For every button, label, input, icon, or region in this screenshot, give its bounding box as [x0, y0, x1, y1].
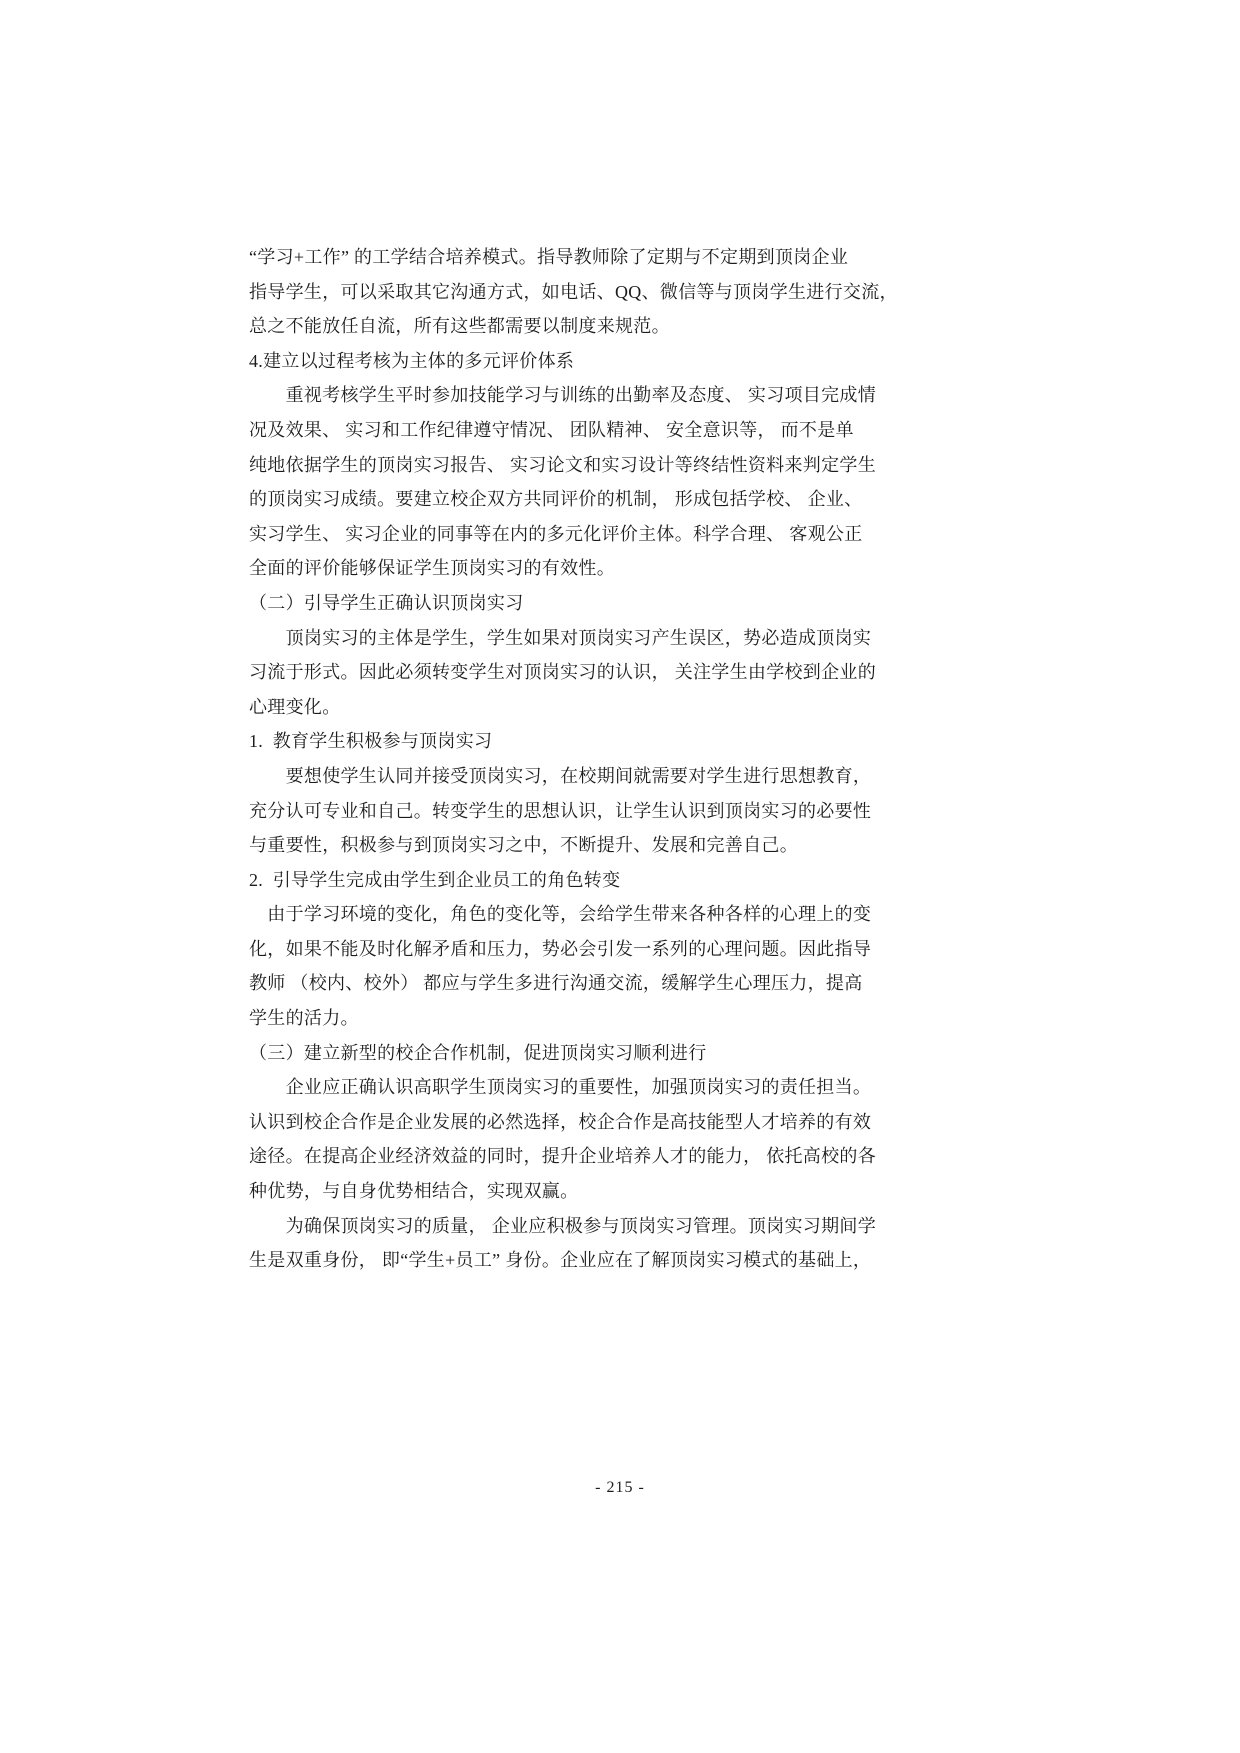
text-line: 要想使学生认同并接受顶岗实习，在校期间就需要对学生进行思想教育， — [249, 765, 872, 786]
text-line: 重视考核学生平时参加技能学习与训练的出勤率及态度、 实习项目完成情 — [249, 385, 876, 406]
text-line: 心理变化。 — [249, 696, 341, 717]
text-line: 生是双重身份， 即“学生+员工” 身份。企业应在了解顶岗实习模式的基础上， — [249, 1250, 872, 1271]
document-text — [249, 240, 898, 1278]
text-line: 种优势，与自身优势相结合，实现双赢。 — [249, 1181, 579, 1202]
text-line: 全面的评价能够保证学生顶岗实习的有效性。 — [249, 558, 615, 579]
text-line: 指导学生，可以采取其它沟通方式，如电话、QQ、微信等与顶岗学生进行交流， — [249, 281, 898, 302]
text-line: “学习+工作” 的工学结合培养模式。指导教师除了定期与不定期到顶岗企业 — [249, 247, 849, 267]
text-line: 途径。在提高企业经济效益的同时，提升企业培养人才的能力， 依托高校的各 — [249, 1146, 876, 1167]
text-line: 4.建立以过程考核为主体的多元评价体系 — [249, 350, 575, 371]
text-line: 顶岗实习的主体是学生，学生如果对顶岗实习产生误区，势必造成顶岗实 — [249, 627, 872, 648]
text-line: （三）建立新型的校企合作机制，促进顶岗实习顺利进行 — [249, 1042, 707, 1063]
text-line: 实习学生、 实习企业的同事等在内的多元化评价主体。科学合理、 客观公正 — [249, 523, 863, 544]
text-line: 教师 （校内、校外） 都应与学生多进行沟通交流，缓解学生心理压力，提高 — [249, 973, 863, 994]
text-line: 为确保顶岗实习的质量， 企业应积极参与顶岗实习管理。顶岗实习期间学 — [249, 1215, 876, 1236]
text-line: 认识到校企合作是企业发展的必然选择，校企合作是高技能型人才培养的有效 — [249, 1111, 872, 1132]
text-line: 况及效果、 实习和工作纪律遵守情况、 团队精神、 安全意识等， 而不是单 — [249, 419, 854, 440]
text-line: 充分认可专业和自己。转变学生的思想认识，让学生认识到顶岗实习的必要性 — [249, 800, 872, 821]
text-line: 习流于形式。因此必须转变学生对顶岗实习的认识， 关注学生由学校到企业的 — [249, 662, 876, 683]
text-line: 的顶岗实习成绩。要建立校企双方共同评价的机制， 形成包括学校、 企业、 — [249, 489, 863, 510]
text-line: 由于学习环境的变化，角色的变化等，会给学生带来各种各样的心理上的变 — [249, 904, 872, 925]
page-number: - 215 - — [595, 1479, 645, 1496]
text-line: 学生的活力。 — [249, 1008, 359, 1029]
text-line: 化，如果不能及时化解矛盾和压力，势必会引发一系列的心理问题。因此指导 — [249, 938, 872, 959]
text-line: 1. 教育学生积极参与顶岗实习 — [249, 731, 493, 752]
text-line: 企业应正确认识高职学生顶岗实习的重要性，加强顶岗实习的责任担当。 — [249, 1077, 872, 1098]
text-line: 与重要性，积极参与到顶岗实习之中，不断提升、发展和完善自己。 — [249, 835, 798, 856]
text-line: （二）引导学生正确认识顶岗实习 — [249, 592, 524, 613]
text-line: 纯地依据学生的顶岗实习报告、 实习论文和实习设计等终结性资料来判定学生 — [249, 454, 876, 475]
text-line: 总之不能放任自流，所有这些都需要以制度来规范。 — [249, 316, 670, 337]
text-line: 2. 引导学生完成由学生到企业员工的角色转变 — [249, 869, 621, 890]
